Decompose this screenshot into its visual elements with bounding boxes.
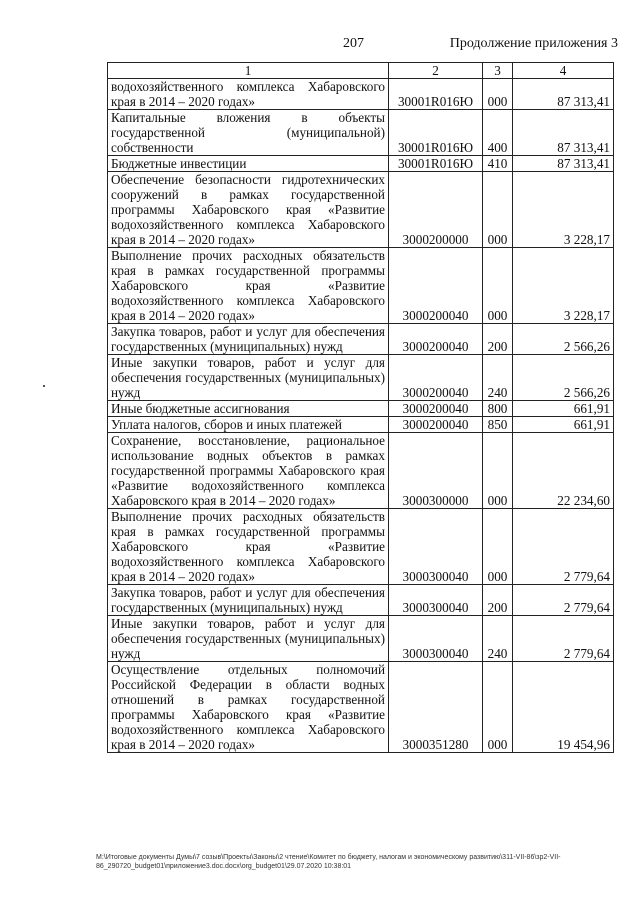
- table-row: [108, 401, 614, 417]
- page-number: 207: [343, 36, 364, 51]
- row-name: Уплата налогов, сборов и иных платежей: [108, 417, 389, 433]
- row-sum: 87 313,41: [513, 110, 614, 156]
- row-sum: 3 228,17: [513, 172, 614, 248]
- row-sum: 661,91: [513, 417, 614, 433]
- row-name: Иные закупки товаров, работ и услуг для обеспечения государственных (муниципальных) нужд: [108, 616, 389, 662]
- row-code: 3000300040: [389, 616, 483, 662]
- table-row: [108, 248, 614, 324]
- table-row: [108, 355, 614, 401]
- document-path-footer: M:\Итоговые документы Думы\7 созыв\Проекты\Законы\2 чтение\Комитет по бюджету, налогам и экономическому развитию\311-VII-86\зр2-VII-86_290720_budget01\приложение3.doc.docx\org_budget01\29.07.2020 10:38:01: [96, 854, 561, 870]
- table-header-row: [108, 63, 614, 79]
- row-sum: 3 228,17: [513, 248, 614, 324]
- row-sum: 2 779,64: [513, 585, 614, 616]
- row-name: Бюджетные инвестиции: [108, 156, 389, 172]
- row-name: Выполнение прочих расходных обязательств края в рамках государственной программы Хабаровского края «Развитие водохозяйственного комплекса Хабаровского края в 2014 – 2020 годах»: [108, 248, 389, 324]
- row-code: 30001R016Ю: [389, 110, 483, 156]
- table-row: [108, 156, 614, 172]
- row-sum: 661,91: [513, 401, 614, 417]
- row-sum: 2 779,64: [513, 509, 614, 585]
- row-code: 3000351280: [389, 662, 483, 753]
- column-header: 3: [483, 63, 513, 79]
- row-code: 3000200040: [389, 417, 483, 433]
- table-row: [108, 79, 614, 110]
- row-kind: 000: [483, 79, 513, 110]
- row-code: 3000300040: [389, 509, 483, 585]
- table-row: [108, 585, 614, 616]
- row-sum: 2 779,64: [513, 616, 614, 662]
- table-row: [108, 110, 614, 156]
- table-row: [108, 417, 614, 433]
- row-kind: 240: [483, 616, 513, 662]
- row-name: Осуществление отдельных полномочий Российской Федерации в области водных отношений в рамках государственной программы Хабаровского края «Развитие водохозяйственного комплекса Хабаровского края в 2014 – 2020 годах»: [108, 662, 389, 753]
- row-name: Обеспечение безопасности гидротехнических сооружений в рамках государственной программы Хабаровского края «Развитие водохозяйственного комплекса Хабаровского края в 2014 – 2020 годах»: [108, 172, 389, 248]
- table-row: [108, 616, 614, 662]
- row-sum: 22 234,60: [513, 433, 614, 509]
- row-kind: 200: [483, 324, 513, 355]
- row-code: 3000200040: [389, 248, 483, 324]
- row-code: 30001R016Ю: [389, 156, 483, 172]
- row-name: Закупка товаров, работ и услуг для обеспечения государственных (муниципальных) нужд: [108, 324, 389, 355]
- row-code: 3000300000: [389, 433, 483, 509]
- table-row: [108, 324, 614, 355]
- row-kind: 850: [483, 417, 513, 433]
- row-code: 3000300040: [389, 585, 483, 616]
- row-sum: 2 566,26: [513, 324, 614, 355]
- row-sum: 19 454,96: [513, 662, 614, 753]
- row-kind: 000: [483, 433, 513, 509]
- row-name: Выполнение прочих расходных обязательств края в рамках государственной программы Хабаровского края «Развитие водохозяйственного комплекса Хабаровского края в 2014 – 2020 годах»: [108, 509, 389, 585]
- row-code: 3000200000: [389, 172, 483, 248]
- row-kind: 800: [483, 401, 513, 417]
- row-kind: 000: [483, 248, 513, 324]
- column-header: 1: [108, 63, 389, 79]
- row-sum: 2 566,26: [513, 355, 614, 401]
- table-row: [108, 509, 614, 585]
- row-name: Иные бюджетные ассигнования: [108, 401, 389, 417]
- row-sum: 87 313,41: [513, 79, 614, 110]
- row-kind: 000: [483, 172, 513, 248]
- row-code: 3000200040: [389, 324, 483, 355]
- row-name: Закупка товаров, работ и услуг для обеспечения государственных (муниципальных) нужд: [108, 585, 389, 616]
- column-header: 2: [389, 63, 483, 79]
- column-header: 4: [513, 63, 614, 79]
- row-name: водохозяйственного комплекса Хабаровского края в 2014 – 2020 годах»: [108, 79, 389, 110]
- row-name: Сохранение, восстановление, рациональное использование водных объектов в рамках государственной программы Хабаровского края «Развитие водохозяйственного комплекса Хабаровского края в 2014 – 2020 годах»: [108, 433, 389, 509]
- row-kind: 400: [483, 110, 513, 156]
- table-row: [108, 172, 614, 248]
- row-name: Капитальные вложения в объекты государственной (муниципальной) собственности: [108, 110, 389, 156]
- margin-mark: [43, 385, 45, 387]
- row-code: 30001R016Ю: [389, 79, 483, 110]
- row-name: Иные закупки товаров, работ и услуг для обеспечения государственных (муниципальных) нужд: [108, 355, 389, 401]
- row-kind: 240: [483, 355, 513, 401]
- row-kind: 000: [483, 509, 513, 585]
- table-row: [108, 433, 614, 509]
- row-kind: 200: [483, 585, 513, 616]
- budget-table: [107, 62, 614, 753]
- row-kind: 000: [483, 662, 513, 753]
- table-row: [108, 662, 614, 753]
- continuation-title: Продолжение приложения 3: [449, 36, 618, 51]
- row-code: 3000200040: [389, 355, 483, 401]
- row-sum: 87 313,41: [513, 156, 614, 172]
- row-code: 3000200040: [389, 401, 483, 417]
- row-kind: 410: [483, 156, 513, 172]
